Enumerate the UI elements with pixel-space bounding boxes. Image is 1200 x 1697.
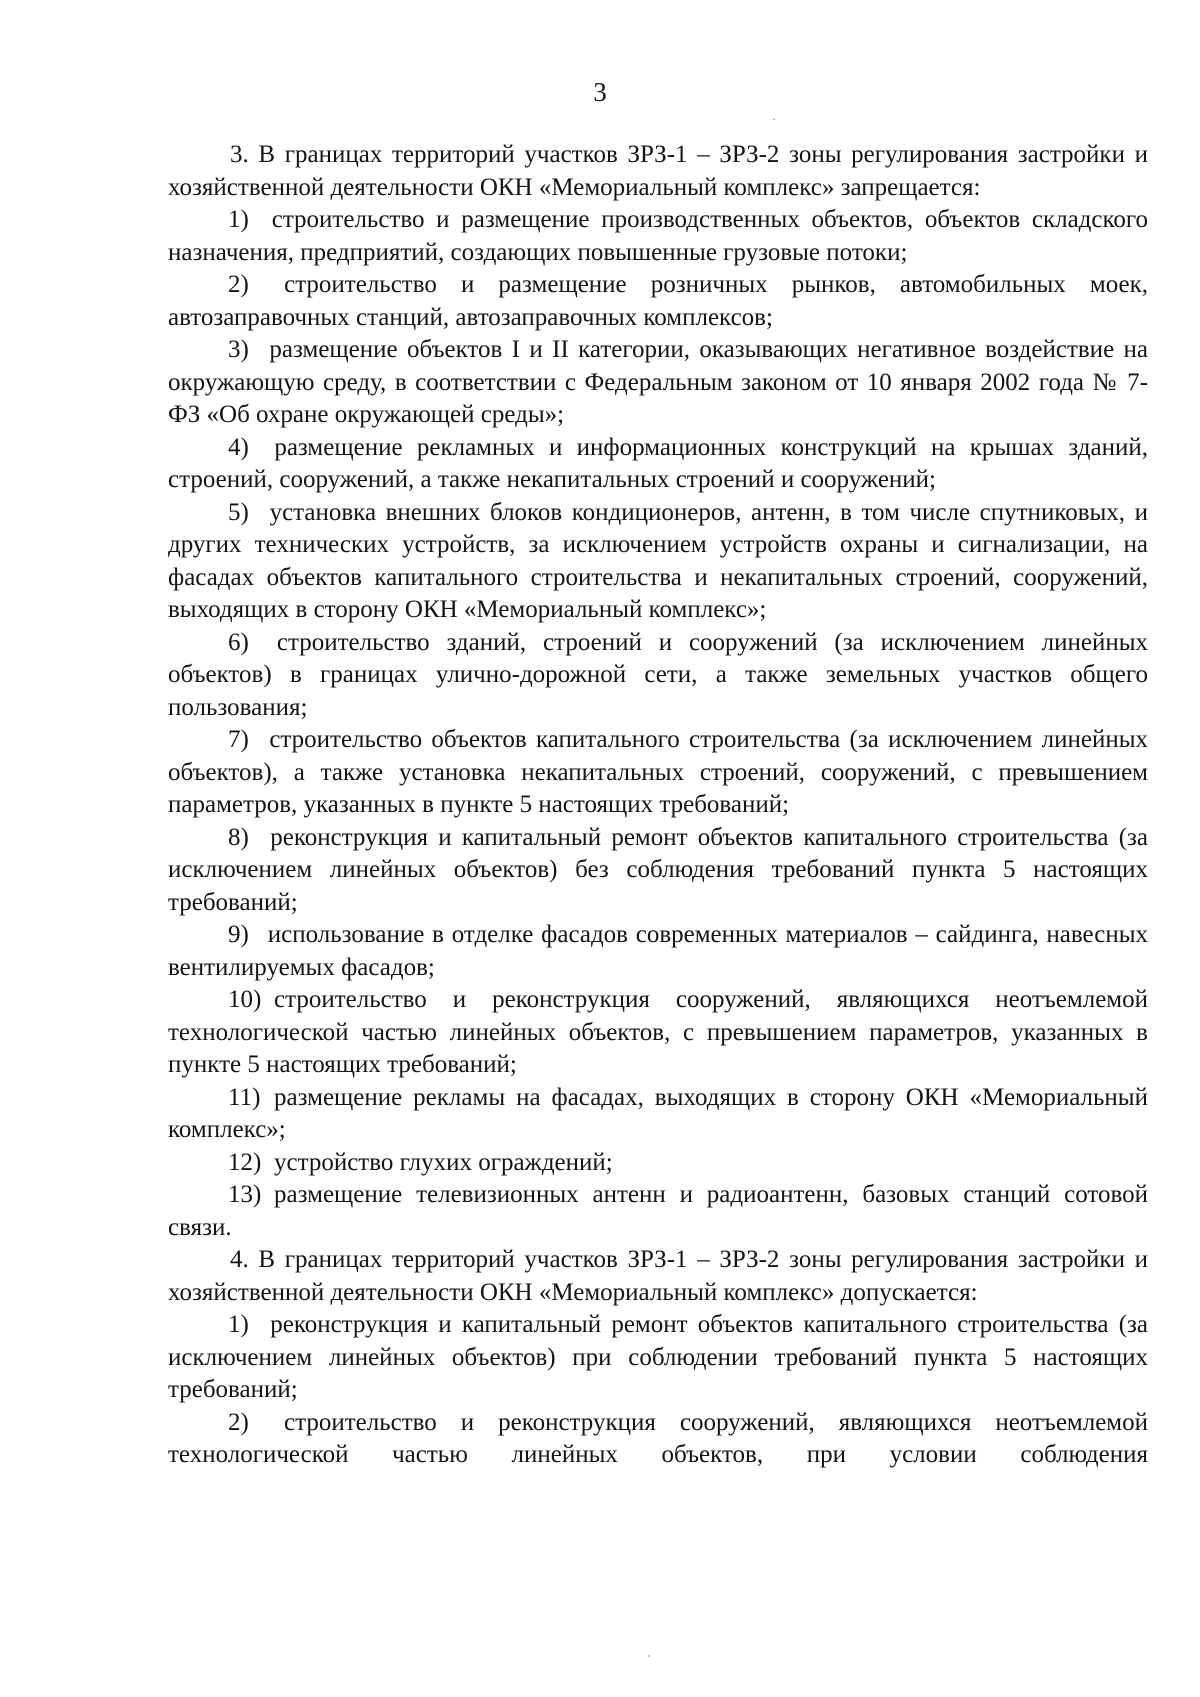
list-item <box>168 1147 1148 1180</box>
list-item-number: 10) <box>228 986 262 1013</box>
paragraph-text: 3. В границах территорий участков ЗРЗ-1 – ЗРЗ-2 зоны регулирования застройки и хозяйственной деятельности ОКН «Мемориальный комплекс» запрещается: <box>168 141 1148 201</box>
list-item-text: строительство и реконструкция сооружений, являющихся неотъемлемой технологической частью линейных объектов, при условии соблюдения <box>168 1408 1149 1468</box>
scan-speck <box>773 118 775 120</box>
list-item <box>168 269 1148 334</box>
list-item <box>168 822 1148 920</box>
list-item-number: 1) <box>228 1311 249 1338</box>
list-item-number: 2) <box>228 1408 249 1436</box>
list-item <box>168 204 1148 269</box>
list-item-number: 3) <box>228 336 249 363</box>
page-number: 3 <box>593 77 607 107</box>
list-item-text: использование в отделке фасадов современных материалов – сайдинга, навесных вентилируемых фасадов; <box>168 921 1148 981</box>
list-item <box>168 919 1148 984</box>
paragraph-4 <box>168 1244 1148 1309</box>
list-item-number: 11) <box>228 1083 261 1111</box>
list-item-text: строительство и размещение розничных рынков, автомобильных моек, автозаправочных станций, автозаправочных комплексов; <box>168 271 1148 331</box>
list-item <box>168 984 1148 1082</box>
list-item <box>168 334 1148 432</box>
list-item-number: 9) <box>228 921 249 948</box>
list-item <box>168 1309 1148 1407</box>
document-body <box>168 139 1148 1472</box>
list-item-number: 4) <box>228 433 249 461</box>
list-item-text: устройство глухих ограждений; <box>274 1148 613 1176</box>
list-item-number: 8) <box>228 823 249 851</box>
list-item-text: строительство и размещение производственных объектов, объектов складского назначения, предприятий, создающих повышенные грузовые потоки; <box>168 206 1149 266</box>
list-item <box>168 724 1148 822</box>
list-item-text: размещение рекламных и информационных конструкций на крышах зданий, строений, сооружений, а также некапитальных строений и сооружений; <box>168 433 1148 493</box>
list-item-number: 12) <box>228 1148 262 1176</box>
list-item-text: установка внешних блоков кондиционеров, антенн, в том числе спутниковых, и других технических устройств, за исключением устройств охраны и сигнализации, на фасадах объектов капитального строительства и некапитальных строений, сооружений, выходящих в сторону ОКН «Мемориальный комплекс»; <box>168 498 1148 623</box>
list-item-text: реконструкция и капитальный ремонт объектов капитального строительства (за исключением линейных объектов) при соблюдении требований пункта 5 настоящих требований; <box>168 1311 1148 1403</box>
list-item-number: 5) <box>228 498 249 526</box>
list-item <box>168 1407 1148 1472</box>
list-item-number: 7) <box>228 726 249 753</box>
list-item <box>168 1179 1148 1244</box>
list-item-text: строительство и реконструкция сооружений, являющихся неотъемлемой технологической частью линейных объектов, с превышением параметров, указанных в пункте 5 настоящих требований; <box>168 986 1148 1078</box>
list-item <box>168 432 1148 497</box>
scan-speck <box>648 1655 650 1657</box>
list-item-text: строительство объектов капитального строительства (за исключением линейных объектов), а также установка некапитальных строений, сооружений, с превышением параметров, указанных в пункте 5 настоящих требований; <box>168 726 1148 818</box>
paragraph-text: 4. В границах территорий участков ЗРЗ-1 – ЗРЗ-2 зоны регулирования застройки и хозяйственной деятельности ОКН «Мемориальный комплекс» допускается: <box>168 1246 1148 1306</box>
list-item-text: строительство зданий, строений и сооружений (за исключением линейных объектов) в границах улично-дорожной сети, а также земельных участков общего пользования; <box>168 628 1149 721</box>
list-item-number: 13) <box>228 1181 262 1208</box>
list-item-text: размещение объектов I и II категории, оказывающих негативное воздействие на окружающую среду, в соответствии с Федеральным законом от 10 января 2002 года № 7-ФЗ «Об охране окружающей среды»; <box>168 336 1149 428</box>
list-item-number: 6) <box>228 628 249 656</box>
list-item-text: размещение рекламы на фасадах, выходящих в сторону ОКН «Мемориальный комплекс»; <box>168 1083 1148 1143</box>
list-item <box>168 1082 1148 1147</box>
list-item-number: 2) <box>228 271 249 298</box>
list-item <box>168 627 1148 725</box>
paragraph-3 <box>168 139 1148 204</box>
list-item-text: реконструкция и капитальный ремонт объектов капитального строительства (за исключением линейных объектов) без соблюдения требований пункта 5 настоящих требований; <box>168 823 1148 916</box>
list-item-number: 1) <box>228 206 249 233</box>
list-item <box>168 497 1148 627</box>
list-item-text: размещение телевизионных антенн и радиоантенн, базовых станций сотовой связи. <box>168 1181 1148 1241</box>
